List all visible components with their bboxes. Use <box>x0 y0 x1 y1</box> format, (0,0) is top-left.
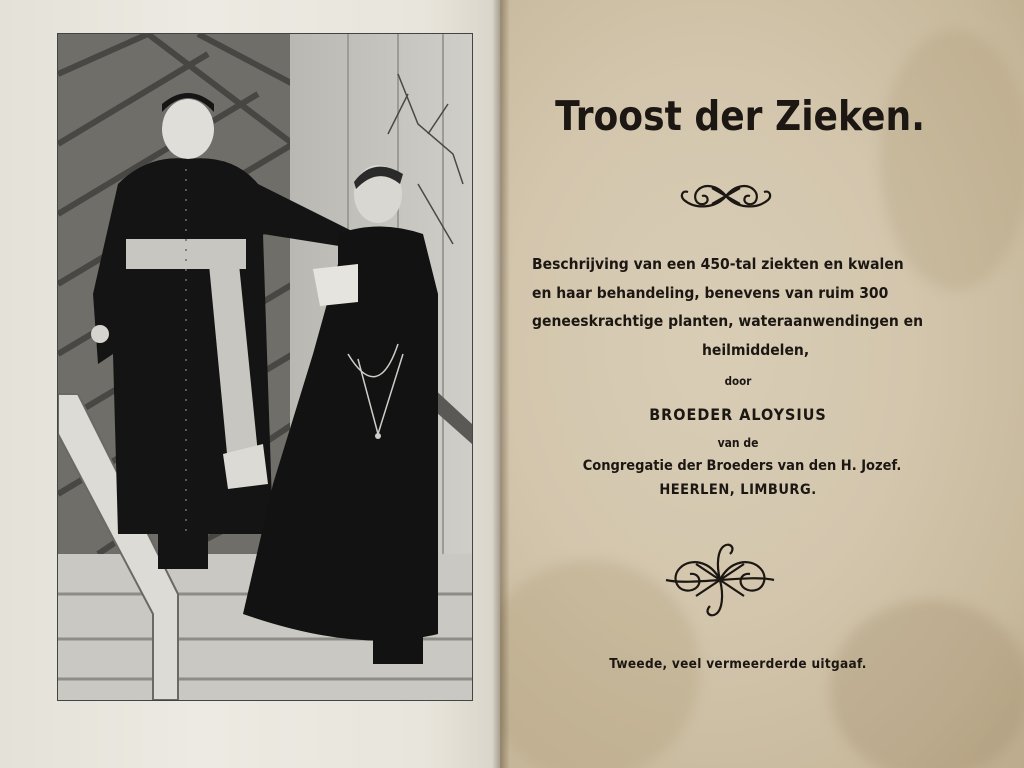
ornament-knot-icon <box>660 540 780 620</box>
book-title: Troost der Zieken. <box>555 92 925 140</box>
author-name: BROEDER ALOYSIUS <box>649 405 827 424</box>
ornament-flourish-icon <box>676 176 776 216</box>
congregation-name: Congregatie der Broeders van den H. Jozef. <box>582 458 902 474</box>
book-description <box>532 250 964 364</box>
by-label: door <box>724 374 752 388</box>
right-page <box>500 0 1024 768</box>
photo-illustration <box>58 34 472 700</box>
description-line: Beschrijving van een 450-tal ziekten en kwalen <box>532 255 904 273</box>
left-page <box>0 0 500 768</box>
book-in-hand <box>313 264 358 306</box>
frontispiece-photo <box>57 33 473 701</box>
of-the-label: van de <box>717 436 759 450</box>
description-line: en haar behandeling, benevens van ruim 300 <box>532 283 889 302</box>
description-line: geneeskrachtige planten, wateraanwendingen en <box>532 312 924 330</box>
description-line: heilmiddelen, <box>702 340 810 359</box>
edition-note: Tweede, veel vermeerderde uitgaaf. <box>609 656 867 672</box>
book-gutter <box>492 0 510 768</box>
place-name: HEERLEN, LIMBURG. <box>659 482 817 498</box>
